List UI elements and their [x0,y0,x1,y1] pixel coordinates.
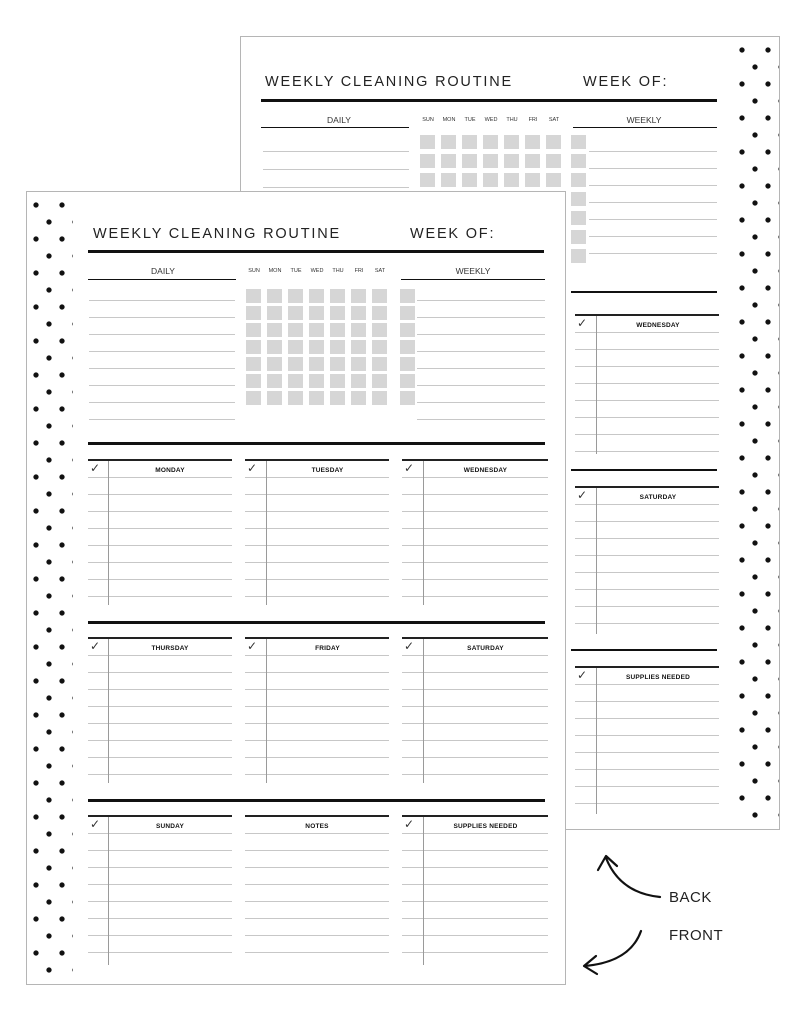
section-rule [571,469,717,471]
checkbox-square[interactable] [571,249,586,263]
section-rule [88,621,545,624]
checkbox-square[interactable] [420,135,435,149]
checkbox-square[interactable] [400,323,415,337]
task-line [589,202,717,203]
checkbox-square[interactable] [246,340,261,354]
column-saturday [402,637,548,783]
task-line [589,168,717,169]
task-line [417,402,545,403]
checkbox-square[interactable] [525,173,540,187]
checkbox-square[interactable] [351,323,366,337]
checkbox-square[interactable] [571,135,586,149]
weekday-wed: WED [310,268,324,274]
weekday-tue: TUE [290,268,302,274]
checkmark-icon: ✓ [404,639,415,653]
weekly-header: WEEKLY [455,266,491,276]
checkbox-square[interactable] [330,391,345,405]
checkmark-icon: ✓ [577,488,588,502]
checkmark-icon: ✓ [90,461,101,475]
checkbox-square[interactable] [309,289,324,303]
column-supplies-needed [575,666,719,814]
checkbox-square[interactable] [288,374,303,388]
column-monday [88,459,232,605]
weekly-header-rule [573,127,717,128]
front-label: FRONT [669,927,724,944]
weekly-header-rule [401,279,545,280]
checkbox-square[interactable] [571,230,586,244]
week-of-label: WEEK OF: [583,74,669,90]
task-line [263,151,409,152]
column-title: MONDAY [155,467,185,474]
checkmark-icon: ✓ [90,817,101,831]
checkbox-square[interactable] [571,173,586,187]
checkbox-square[interactable] [525,135,540,149]
section-rule [88,799,545,802]
task-line [89,351,235,352]
front-sheet [26,191,566,985]
daily-header-rule [88,279,236,280]
task-line [417,368,545,369]
checkbox-square[interactable] [462,173,477,187]
checkbox-square[interactable] [267,306,282,320]
column-title: SUNDAY [155,823,185,830]
checkbox-square[interactable] [504,173,519,187]
checkbox-square[interactable] [372,289,387,303]
checkbox-square[interactable] [400,357,415,371]
task-line [89,402,235,403]
weekday-fri: FRI [354,268,364,274]
checkbox-square[interactable] [483,135,498,149]
task-line [417,317,545,318]
checkbox-square[interactable] [372,306,387,320]
column-friday [245,637,389,783]
column-sunday [88,815,232,965]
checkbox-square[interactable] [246,306,261,320]
check-column-divider [266,461,267,605]
checkbox-square[interactable] [571,154,586,168]
checkbox-square[interactable] [309,357,324,371]
checkbox-square[interactable] [246,289,261,303]
column-notes [245,815,389,965]
check-column-divider [423,639,424,783]
column-title: SATURDAY [639,494,677,501]
task-line [89,419,235,420]
daily-header: DAILY [151,266,175,276]
column-title: TUESDAY [311,467,344,474]
column-title: FRIDAY [315,645,340,652]
title-rule [261,99,717,102]
task-line [589,236,717,237]
task-line [89,317,235,318]
checkbox-square[interactable] [267,323,282,337]
check-column-divider [108,461,109,605]
column-title: THURSDAY [151,645,189,652]
checkbox-square[interactable] [351,374,366,388]
check-column-divider [423,461,424,605]
checkbox-square[interactable] [330,289,345,303]
column-title: SATURDAY [467,645,504,652]
back-arrow-icon [598,856,660,897]
task-line [263,187,409,188]
weekday-thu: THU [332,268,344,274]
column-wednesday [402,459,548,605]
check-column-divider [108,639,109,783]
checkbox-square[interactable] [267,374,282,388]
checkbox-square[interactable] [400,374,415,388]
weekly-header: WEEKLY [626,115,662,125]
checkbox-square[interactable] [483,173,498,187]
task-line [589,185,717,186]
column-title: WEDNESDAY [636,322,680,329]
polka-dot-border [27,192,73,984]
task-line [417,351,545,352]
checkbox-square[interactable] [246,391,261,405]
checkbox-square[interactable] [546,135,561,149]
column-saturday [575,486,719,634]
checkbox-square[interactable] [372,374,387,388]
checkbox-square[interactable] [525,154,540,168]
checkbox-square[interactable] [351,289,366,303]
task-line [417,334,545,335]
checkbox-square[interactable] [372,357,387,371]
checkbox-square[interactable] [288,323,303,337]
checkbox-square[interactable] [330,323,345,337]
checkbox-square[interactable] [351,357,366,371]
checkbox-square[interactable] [309,340,324,354]
column-wednesday [575,314,719,454]
weekday-mon: MON [268,268,282,274]
back-label: BACK [669,889,712,906]
check-column-divider [596,488,597,634]
section-rule [88,442,545,445]
checkmark-icon: ✓ [247,461,258,475]
front-arrow-icon [584,931,641,974]
checkbox-square[interactable] [400,306,415,320]
column-title: SUPPLIES NEEDED [453,823,518,830]
weekday-thu: THU [506,117,518,123]
checkbox-square[interactable] [330,340,345,354]
weekday-sun: SUN [422,117,434,123]
check-column-divider [266,639,267,783]
task-line [417,419,545,420]
weekday-wed: WED [484,117,498,123]
checkbox-square[interactable] [400,340,415,354]
checkbox-square[interactable] [546,154,561,168]
checkbox-square[interactable] [288,357,303,371]
section-rule [571,649,717,651]
checkbox-square[interactable] [400,391,415,405]
checkbox-square[interactable] [309,323,324,337]
checkmark-icon: ✓ [247,639,258,653]
checkbox-square[interactable] [246,357,261,371]
task-line [89,368,235,369]
checkbox-square[interactable] [462,154,477,168]
checkbox-square[interactable] [571,211,586,225]
check-column-divider [423,817,424,965]
task-line [417,385,545,386]
column-tuesday [245,459,389,605]
checkbox-square[interactable] [441,154,456,168]
weekday-fri: FRI [528,117,538,123]
checkbox-square[interactable] [267,391,282,405]
checkbox-square[interactable] [309,391,324,405]
checkbox-square[interactable] [504,154,519,168]
checkbox-square[interactable] [400,289,415,303]
weekday-tue: TUE [464,117,476,123]
column-thursday [88,637,232,783]
task-line [89,300,235,301]
checkmark-icon: ✓ [577,668,588,682]
checkbox-square[interactable] [288,306,303,320]
checkmark-icon: ✓ [577,316,588,330]
weekday-mon: MON [442,117,456,123]
check-column-divider [108,817,109,965]
checkbox-square[interactable] [267,340,282,354]
page-title: WEEKLY CLEANING ROUTINE [93,226,341,242]
checkbox-square[interactable] [288,391,303,405]
checkbox-square[interactable] [351,391,366,405]
task-line [589,253,717,254]
checkbox-square[interactable] [372,340,387,354]
checkmark-icon: ✓ [90,639,101,653]
column-supplies-needed [402,815,548,965]
checkbox-square[interactable] [267,289,282,303]
checkbox-square[interactable] [462,135,477,149]
checkbox-square[interactable] [351,340,366,354]
checkbox-square[interactable] [420,173,435,187]
checkbox-square[interactable] [372,323,387,337]
task-line [263,169,409,170]
checkbox-square[interactable] [483,154,498,168]
column-title: WEDNESDAY [463,467,508,474]
daily-header: DAILY [327,115,351,125]
checkbox-square[interactable] [330,374,345,388]
checkbox-square[interactable] [309,374,324,388]
page-title: WEEKLY CLEANING ROUTINE [265,74,513,90]
task-line [589,219,717,220]
checkbox-square[interactable] [420,154,435,168]
title-rule [88,250,544,253]
weekday-sun: SUN [248,268,260,274]
task-line [589,151,717,152]
week-of-label: WEEK OF: [410,226,496,242]
daily-header-rule [261,127,409,128]
checkbox-square[interactable] [288,289,303,303]
checkbox-square[interactable] [246,323,261,337]
checkbox-square[interactable] [246,374,261,388]
checkbox-square[interactable] [330,357,345,371]
checkmark-icon: ✓ [404,461,415,475]
checkbox-square[interactable] [441,173,456,187]
column-title: SUPPLIES NEEDED [625,674,691,681]
polka-dot-border [733,37,779,829]
section-rule [571,291,717,293]
checkbox-square[interactable] [288,340,303,354]
checkbox-square[interactable] [267,357,282,371]
checkbox-square[interactable] [546,173,561,187]
task-line [89,385,235,386]
checkmark-icon: ✓ [404,817,415,831]
task-line [89,334,235,335]
checkbox-square[interactable] [441,135,456,149]
column-title: NOTES [305,823,329,830]
checkbox-square[interactable] [504,135,519,149]
checkbox-square[interactable] [571,192,586,206]
check-column-divider [596,316,597,454]
weekday-sat: SAT [548,117,560,123]
weekday-sat: SAT [374,268,386,274]
task-line [417,300,545,301]
checkbox-square[interactable] [372,391,387,405]
check-column-divider [596,668,597,814]
checkbox-square[interactable] [330,306,345,320]
checkbox-square[interactable] [309,306,324,320]
checkbox-square[interactable] [351,306,366,320]
